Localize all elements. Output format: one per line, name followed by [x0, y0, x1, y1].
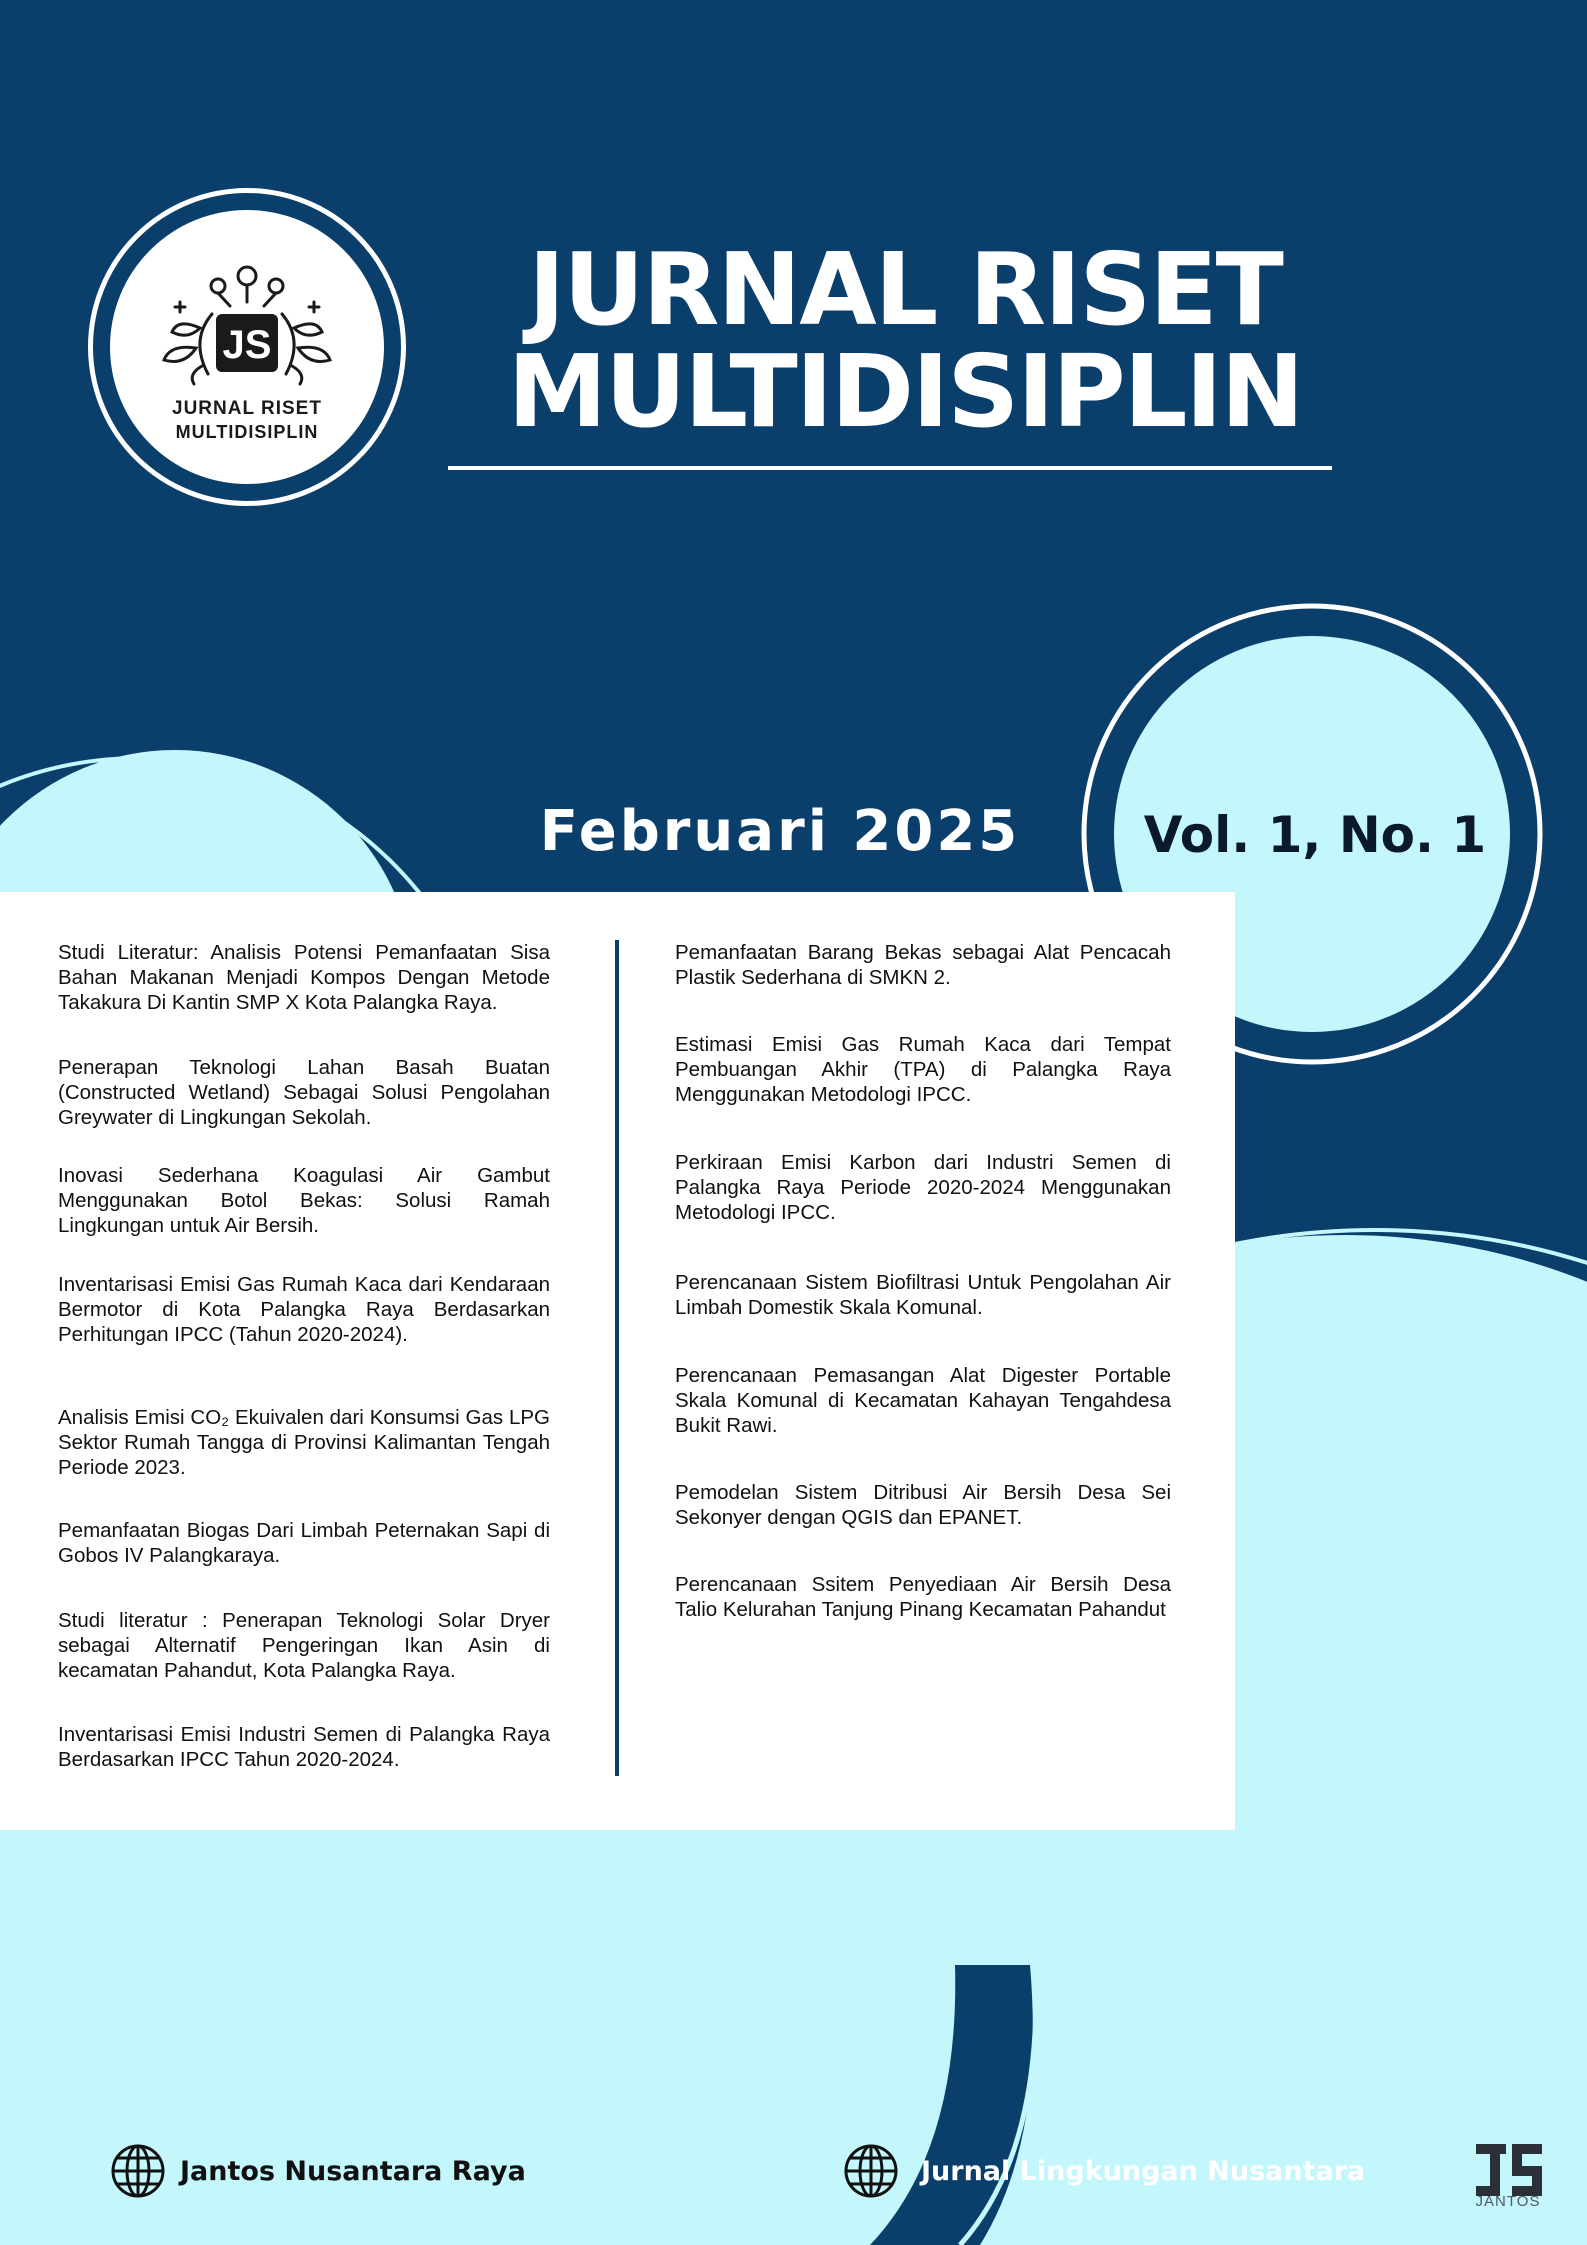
toc-item[interactable]: Inventarisasi Emisi Industri Semen di Palangka Raya Berdasarkan IPCC Tahun 2020-2024. — [58, 1723, 550, 1771]
leaf-wreath-emblem-icon — [150, 262, 344, 392]
globe-icon — [110, 2143, 166, 2199]
toc-item[interactable]: Pemodelan Sistem Ditribusi Air Bersih Desa Sei Sekonyer dengan QGIS dan EPANET. — [675, 1481, 1171, 1529]
toc-item[interactable]: Perencanaan Ssitem Penyediaan Air Bersih Desa Talio Kelurahan Tanjung Pinang Kecamatan Pahandut — [675, 1573, 1171, 1621]
toc-item[interactable]: Estimasi Emisi Gas Rumah Kaca dari Tempat Pembuangan Akhir (TPA) di Palangka Raya Menggunakan Metodologi IPCC. — [675, 1033, 1171, 1106]
journal-title-line2: MULTIDISIPLIN — [507, 333, 1303, 450]
logo-line2: MULTIDISIPLIN — [175, 422, 319, 442]
footer-publisher[interactable]: Jantos Nusantara Raya — [180, 2156, 526, 2187]
toc-item[interactable]: Inventarisasi Emisi Gas Rumah Kaca dari Kendaraan Bermotor di Kota Palangka Raya Berdasarkan Perhitungan IPCC (Tahun 2020-2024). — [58, 1273, 550, 1346]
toc-item[interactable]: Analisis Emisi CO₂ Ekuivalen dari Konsumsi Gas LPG Sektor Rumah Tangga di Provinsi Kalimantan Tengah Periode 2023. — [58, 1406, 550, 1479]
toc-item[interactable]: Inovasi Sederhana Koagulasi Air Gambut Menggunakan Botol Bekas: Solusi Ramah Lingkungan untuk Air Bersih. — [58, 1164, 550, 1237]
jantos-badge-text: JANTOS — [1475, 2193, 1541, 2210]
toc-item[interactable]: Pemanfaatan Biogas Dari Limbah Peternakan Sapi di Gobos IV Palangkaraya. — [58, 1519, 550, 1567]
journal-title-line1: JURNAL RISET — [528, 231, 1282, 348]
logo-line1: JURNAL RISET — [172, 398, 322, 419]
toc-item[interactable]: Studi literatur : Penerapan Teknologi Solar Dryer sebagai Alternatif Pengeringan Ikan Asin di kecamatan Pahandut, Kota Palangka Raya. — [58, 1609, 550, 1682]
toc-item[interactable]: Penerapan Teknologi Lahan Basah Buatan (Constructed Wetland) Sebagai Solusi Pengolahan Greywater di Lingkungan Sekolah. — [58, 1056, 550, 1129]
column-divider — [615, 940, 619, 1776]
toc-item[interactable]: Perencanaan Pemasangan Alat Digester Portable Skala Komunal di Kecamatan Kahayan Tengahdesa Bukit Rawi. — [675, 1364, 1171, 1437]
title-underline — [448, 466, 1332, 470]
logo-monogram: JS — [222, 323, 272, 367]
toc-item[interactable]: Perkiraan Emisi Karbon dari Industri Semen di Palangka Raya Periode 2020-2024 Menggunakan Metodologi IPCC. — [675, 1151, 1171, 1224]
issue-date: Februari 2025 — [539, 799, 1021, 864]
globe-icon — [843, 2143, 899, 2199]
toc-item[interactable]: Pemanfaatan Barang Bekas sebagai Alat Pencacah Plastik Sederhana di SMKN 2. — [675, 941, 1171, 989]
toc-item[interactable]: Perencanaan Sistem Biofiltrasi Untuk Pengolahan Air Limbah Domestik Skala Komunal. — [675, 1271, 1171, 1319]
issue-volume: Vol. 1, No. 1 — [1143, 806, 1487, 864]
toc-item[interactable]: Studi Literatur: Analisis Potensi Pemanfaatan Sisa Bahan Makanan Menjadi Kompos Dengan Metode Takakura Di Kantin SMP X Kota Palangka Raya. — [58, 941, 550, 1014]
footer-journal-link[interactable]: Jurnal Lingkungan Nusantara — [921, 2156, 1366, 2187]
